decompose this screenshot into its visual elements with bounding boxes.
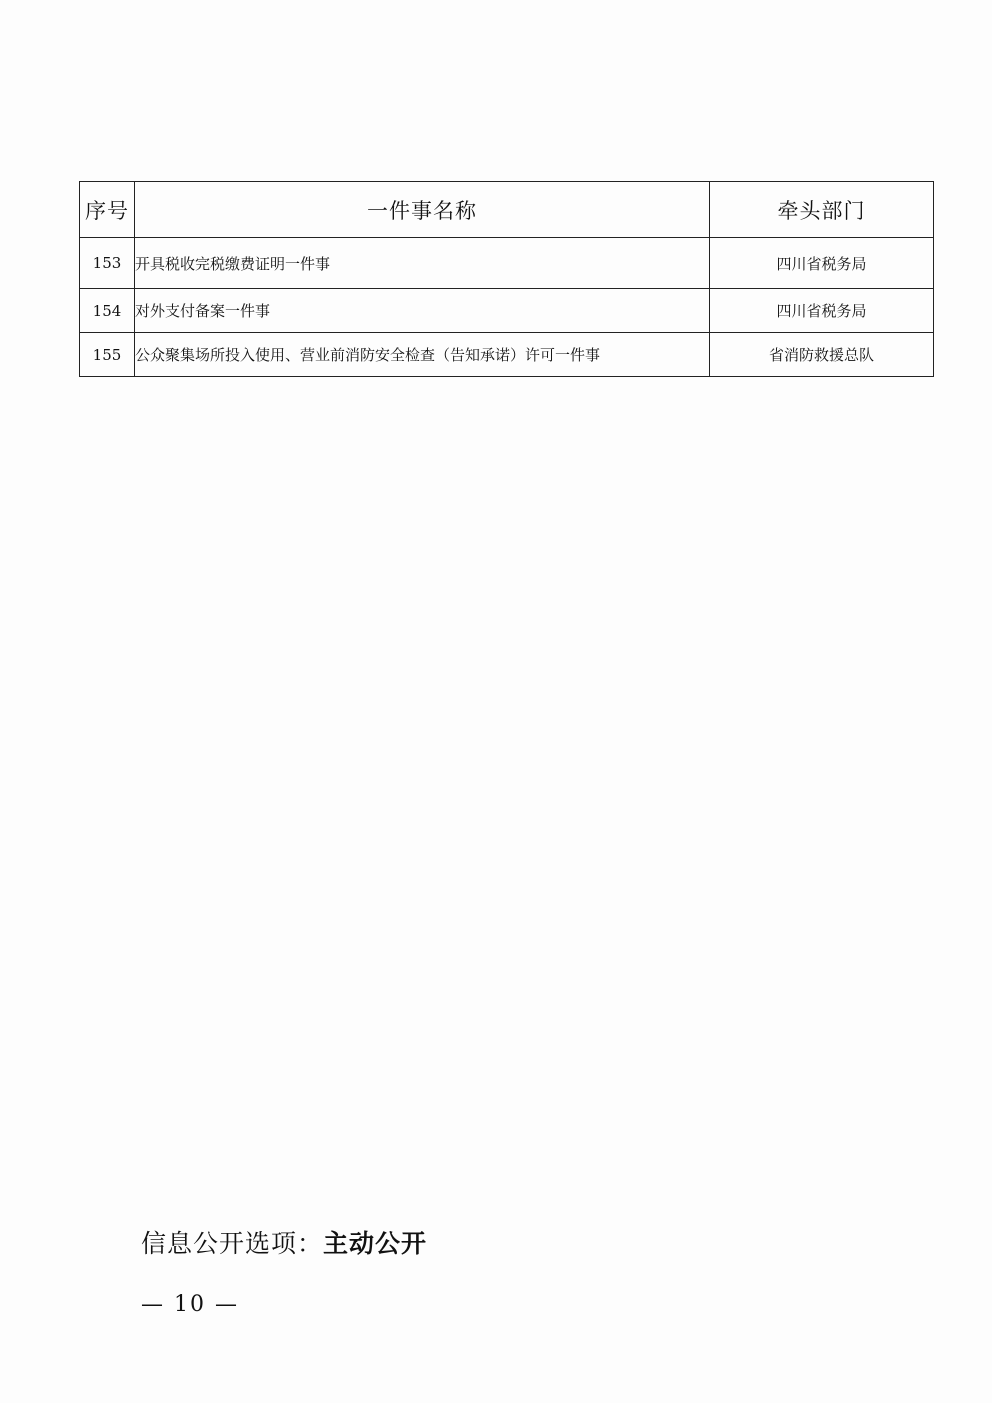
table-row [80, 333, 934, 377]
row-lead-department: 四川省税务局 [710, 289, 934, 333]
row-serial-number: 155 [80, 333, 135, 377]
row-serial-number: 153 [80, 238, 135, 289]
disclosure-value: 主动公开 [323, 1229, 428, 1258]
disclosure-label: 信息公开选项： [141, 1229, 324, 1258]
disclosure-option [141, 1224, 427, 1260]
row-serial-number: 154 [80, 289, 135, 333]
header-lead-department: 牵头部门 [710, 182, 934, 238]
header-item-name: 一件事名称 [135, 182, 710, 238]
row-lead-department: 省消防救援总队 [710, 333, 934, 377]
table-row [80, 238, 934, 289]
table-header-row [80, 182, 934, 238]
row-item-name: 公众聚集场所投入使用、营业前消防安全检查（告知承诺）许可一件事 [135, 333, 710, 377]
row-item-name: 对外支付备案一件事 [135, 289, 710, 333]
row-item-name: 开具税收完税缴费证明一件事 [135, 238, 710, 289]
table-row [80, 289, 934, 333]
page-number: — 10 — [141, 1292, 239, 1317]
items-table [79, 181, 934, 377]
header-serial-number: 序号 [80, 182, 135, 238]
row-lead-department: 四川省税务局 [710, 238, 934, 289]
